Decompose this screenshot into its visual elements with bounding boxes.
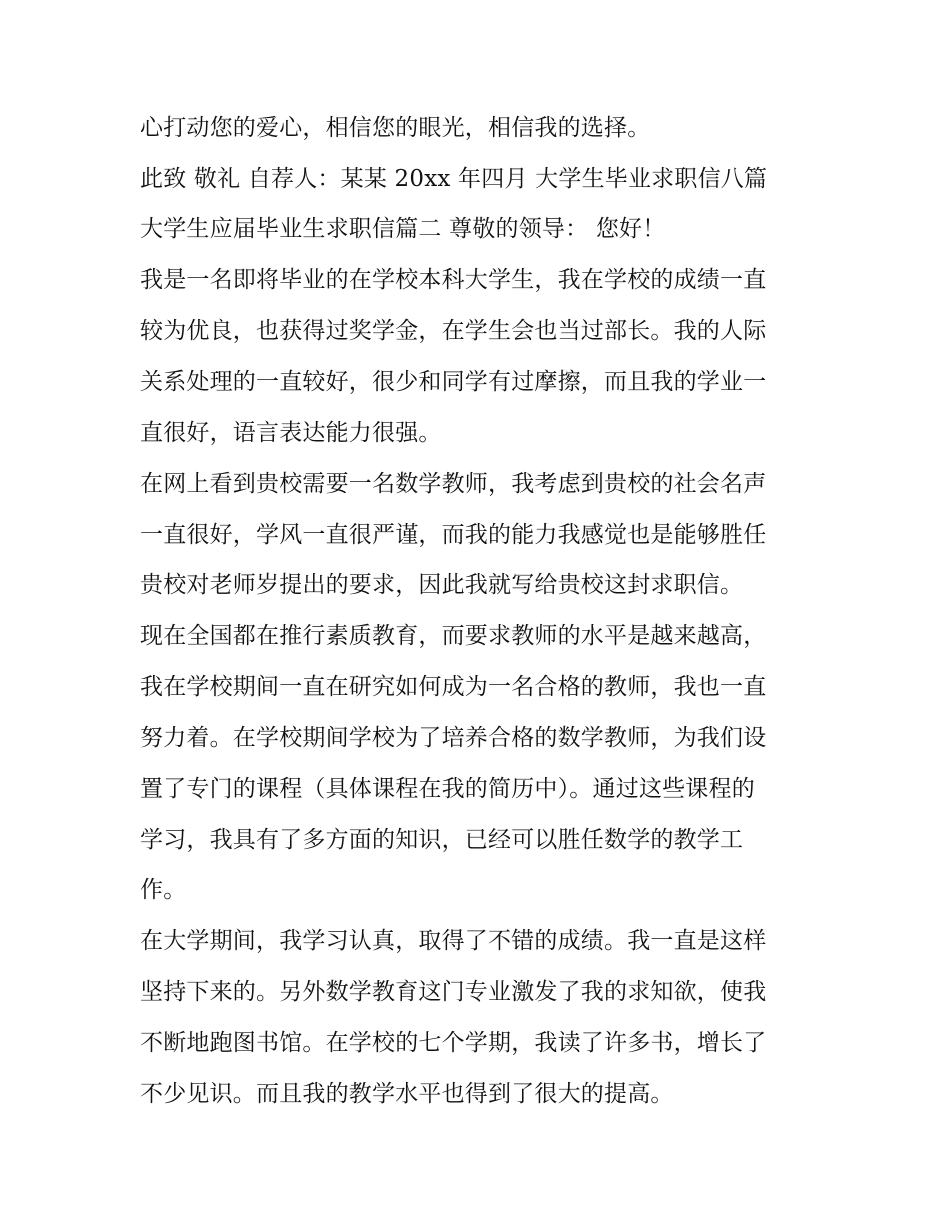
text-line: 我在学校期间一直在研究如何成为一名合格的教师，我也一直 bbox=[140, 674, 767, 700]
text-line: 直很好，语言表达能力很强。 bbox=[140, 420, 442, 446]
text-line: 作。 bbox=[140, 877, 187, 903]
text-line: 在网上看到贵校需要一名数学教师，我考虑到贵校的社会名声 bbox=[140, 471, 767, 497]
text-line: 不少见识。而且我的教学水平也得到了很大的提高。 bbox=[140, 1081, 674, 1107]
text-line: 关系处理的一直较好，很少和同学有过摩擦，而且我的学业一 bbox=[140, 369, 767, 395]
text-line: 学习，我具有了多方面的知识，已经可以胜任数学的教学工 bbox=[140, 827, 744, 853]
text-line: 在大学期间，我学习认真，取得了不错的成绩。我一直是这样 bbox=[140, 928, 767, 954]
text-line: 不断地跑图书馆。在学校的七个学期，我读了许多书，增长了 bbox=[140, 1030, 767, 1056]
text-line: 现在全国都在推行素质教育，而要求教师的水平是越来越高， bbox=[140, 623, 767, 649]
text-line: 置了专门的课程（具体课程在我的简历中）。通过这些课程的 bbox=[140, 776, 755, 802]
text-line: 努力着。在学校期间学校为了培养合格的数学教师，为我们设 bbox=[140, 725, 767, 751]
text-line: 此致 敬礼 自荐人：某某 20xx 年四月 大学生毕业求职信八篇 bbox=[140, 166, 768, 192]
text-line: 一直很好，学风一直很严谨，而我的能力我感觉也是能够胜任 bbox=[140, 522, 767, 548]
text-line: 贵校对老师岁提出的要求，因此我就写给贵校这封求职信。 bbox=[140, 572, 744, 598]
text-line: 我是一名即将毕业的在学校本科大学生，我在学校的成绩一直 bbox=[140, 267, 767, 293]
text-line: 坚持下来的。另外数学教育这门专业激发了我的求知欲，使我 bbox=[140, 979, 767, 1005]
text-line: 心打动您的爱心，相信您的眼光，相信我的选择。 bbox=[140, 115, 651, 141]
text-line: 较为优良，也获得过奖学金，在学生会也当过部长。我的人际 bbox=[140, 318, 767, 344]
text-line: 大学生应届毕业生求职信篇二 尊敬的领导： 您好！ bbox=[140, 216, 666, 242]
